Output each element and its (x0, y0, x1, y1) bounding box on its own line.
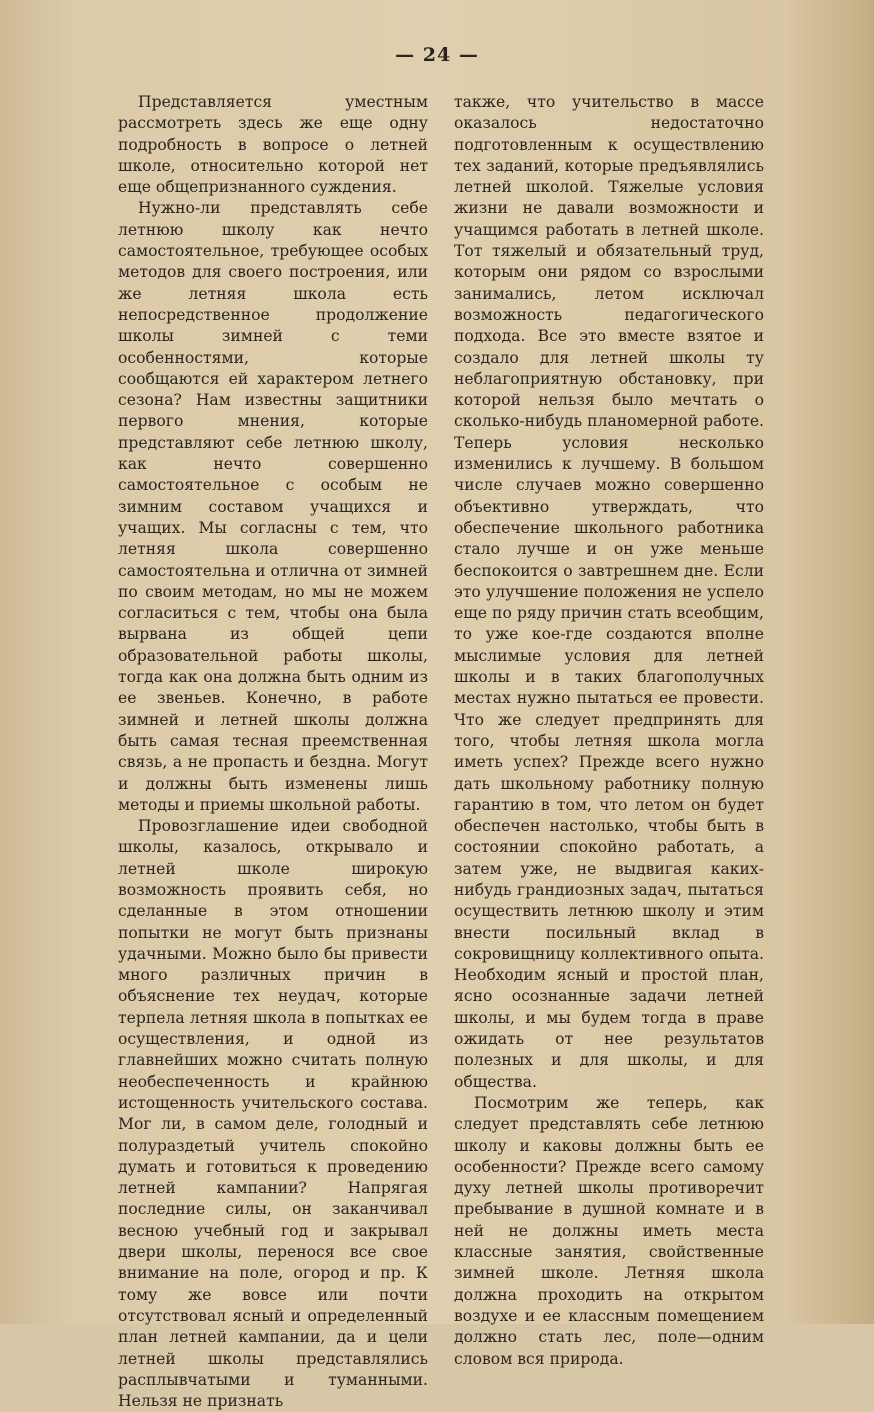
paragraph: Провозглашение идеи свободной школы, казалось, открывало и летней школе широкую возможность проявить себя, но сделанные в этом отношении попытки не могут быть признаны удачными. Можно было бы привести много различных причин в объяснение тех неудач, которые терпела летняя школа в попытках ее осуществления, и одной из главнейших можно считать полную необеспеченность и крайнюю истощенность учительского состава. Мог ли, в самом деле, голодный и полураздетый учитель спокойно думать и готовиться к проведению летней кампании? Напрягая последние силы, он заканчивал весною учебный год и закрывал двери школы, перенося все свое внимание на поле, огород и пр. К тому же вовсе или почти отсутствовал ясный и определенный план летней кампании, да и цели летней школы представлялись расплывчатыми и туманными. Нельзя не признать (118, 817, 428, 1411)
paragraph: Нужно-ли представлять себе летнюю школу как нечто самостоятельное, требующее особых методов для своего построения, или же летняя школа есть непосредственное продолжение школы зимней с теми особенностями, которые сообщаются ей характером летнего сезона? Нам известны защитники первого мнения, которые представляют себе летнюю школу, как нечто совершенно самостоятельное с особым не зимним составом учащихся и учащих. Мы согласны с тем, что летняя школа совершенно самостоятельна и отлична от зимней по своим методам, но мы не можем согласиться с тем, чтобы она была вырвана из общей цепи образовательной работы школы, тогда как она должна быть одним из ее звеньев. Конечно, в работе зимней и летней школы должна быть самая тесная преемственная связь, а не пропасть и бездна. Могут и должны быть изменены лишь методы и приемы школьной работы. (118, 199, 428, 814)
page-number: — 24 — (395, 44, 479, 66)
paragraph: Представляется уместным рассмотреть здесь же еще одну подробность в вопросе о летней школе, относительно которой нет еще общепризнанного суждения. (118, 93, 428, 197)
right-column (454, 92, 764, 1370)
paragraph-continuation: также, что учительство в массе оказалось недостаточно подготовленным к осуществлению тех заданий, которые предъявлялись летней школой. Тяжелые условия жизни не давали возможности и учащимся работать в летней школе. Тот тяжелый и обязательный труд, которым они рядом со взрослыми занимались, летом исключал возможность педагогического подхода. Все это вместе взятое и создало для летней школы ту неблагоприятную обстановку, при которой нельзя было мечтать о сколько-нибудь планомерной работе. Теперь условия несколько изменились к лучшему. В большом числе случаев можно совершенно объективно утверждать, что обеспечение школьного работника стало лучше и он уже меньше беспокоится о завтрешнем дне. Если это улучшение положения не успело еще по ряду причин стать всеобщим, то уже кое-где создаются вполне мыслимые условия для летней школы и в таких благополучных местах нужно пытаться ее провести. Что же следует предпринять для того, чтобы летняя школа могла иметь успех? Прежде всего нужно дать школьному работнику полную гарантию в том, что летом он будет обеспечен настолько, чтобы быть в состоянии спокойно работать, а затем уже, не выдвигая каких-нибудь грандиозных задач, пытаться осуществить летнюю школу и этим внести посильный вклад в сокровищницу коллективного опыта. Необходим ясный и простой план, ясно осознанные задачи летней школы, и мы будем тогда в праве ожидать от нее результатов полезных и для школы, и для общества. (454, 93, 764, 1091)
left-column (118, 92, 428, 1412)
paragraph: Посмотрим же теперь, как следует представлять себе летнюю школу и каковы должны быть ее особенности? Прежде всего самому духу летней школы противоречит пребывание в душной комнате и в ней не должны иметь места классные занятия, свойственные зимней школе. Летняя школа должна проходить на открытом воздухе и ее классным помещением должно стать лес, поле—одним словом вся природа. (454, 1093, 764, 1368)
